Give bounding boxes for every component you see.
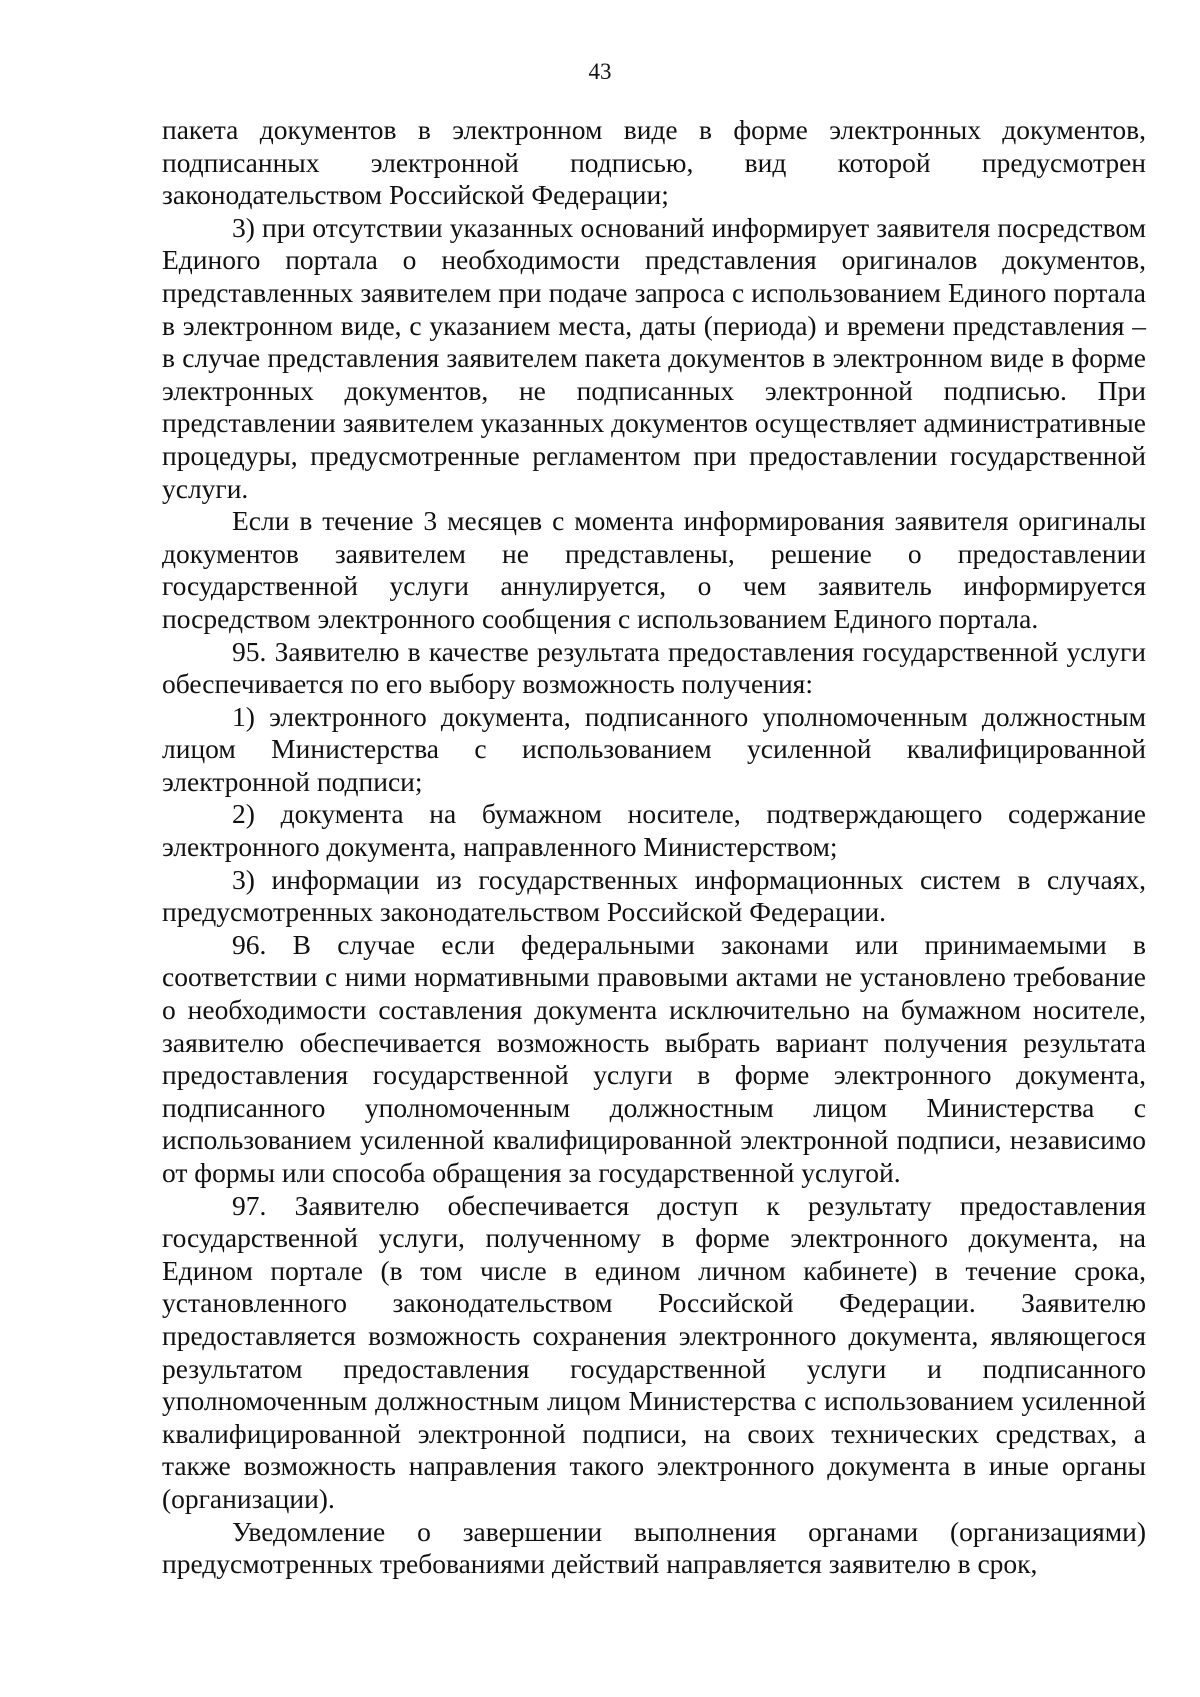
page-number: 43	[588, 59, 612, 84]
paragraph-continued: пакета документов в электронном виде в форме электронных документов, подписанных электронной подписью, вид которой предусмотрен законодательством Российской Федерации;	[162, 114, 1146, 211]
paragraph-97: 97. Заявителю обеспечивается доступ к результату предоставления государственной услуги, полученному в форме электронного документа, на Едином портале (в том числе в едином личном кабинете) в течение срока, установленного законодательством Российской Федерации. Заявителю предоставляется возможность сохранения электронного документа, являющегося результатом предоставления государственной услуги и подписанного уполномоченным должностным лицом Министерства с использованием усиленной квалифицированной электронной подписи, на своих технических средствах, а также возможность направления такого электронного документа в иные органы (организации).	[162, 1189, 1146, 1514]
paragraph-95-item-1: 1) электронного документа, подписанного уполномоченным должностным лицом Министерства с использованием усиленной квалифицированной электронной подписи;	[162, 700, 1146, 797]
paragraph-item-3: 3) при отсутствии указанных оснований информирует заявителя посредством Единого портала о необходимости представления оригиналов документов, представленных заявителем при подаче запроса с использованием Единого портала в электронном виде, с указанием места, даты (периода) и времени представления – в случае представления заявителем пакета документов в электронном виде в форме электронных документов, не подписанных электронной подписью. При представлении заявителем указанных документов осуществляет административные процедуры, предусмотренные регламентом при предоставлении государственной услуги.	[162, 211, 1146, 504]
paragraph-95-item-3: 3) информации из государственных информационных систем в случаях, предусмотренных законодательством Российской Федерации.	[162, 863, 1146, 928]
paragraph-notification: Уведомление о завершении выполнения органами (организациями) предусмотренных требованиями действий направляется заявителю в срок,	[162, 1515, 1146, 1580]
paragraph-96: 96. В случае если федеральными законами или принимаемыми в соответствии с ними нормативными правовыми актами не установлено требование о необходимости составления документа исключительно на бумажном носителе, заявителю обеспечивается возможность выбрать вариант получения результата предоставления государственной услуги в форме электронного документа, подписанного уполномоченным должностным лицом Министерства с использованием усиленной квалифицированной электронной подписи, независимо от формы или способа обращения за государственной услугой.	[162, 928, 1146, 1188]
paragraph-annulment: Если в течение 3 месяцев с момента информирования заявителя оригиналы документов заявителем не представлены, решение о предоставлении государственной услуги аннулируется, о чем заявитель информируется посредством электронного сообщения с использованием Единого портала.	[162, 505, 1146, 634]
paragraph-95: 95. Заявителю в качестве результата предоставления государственной услуги обеспечивается по его выбору возможность получения:	[162, 635, 1146, 700]
document-body	[162, 114, 1146, 1581]
paragraph-95-item-2: 2) документа на бумажном носителе, подтверждающего содержание электронного документа, направленного Министерством;	[162, 798, 1146, 863]
